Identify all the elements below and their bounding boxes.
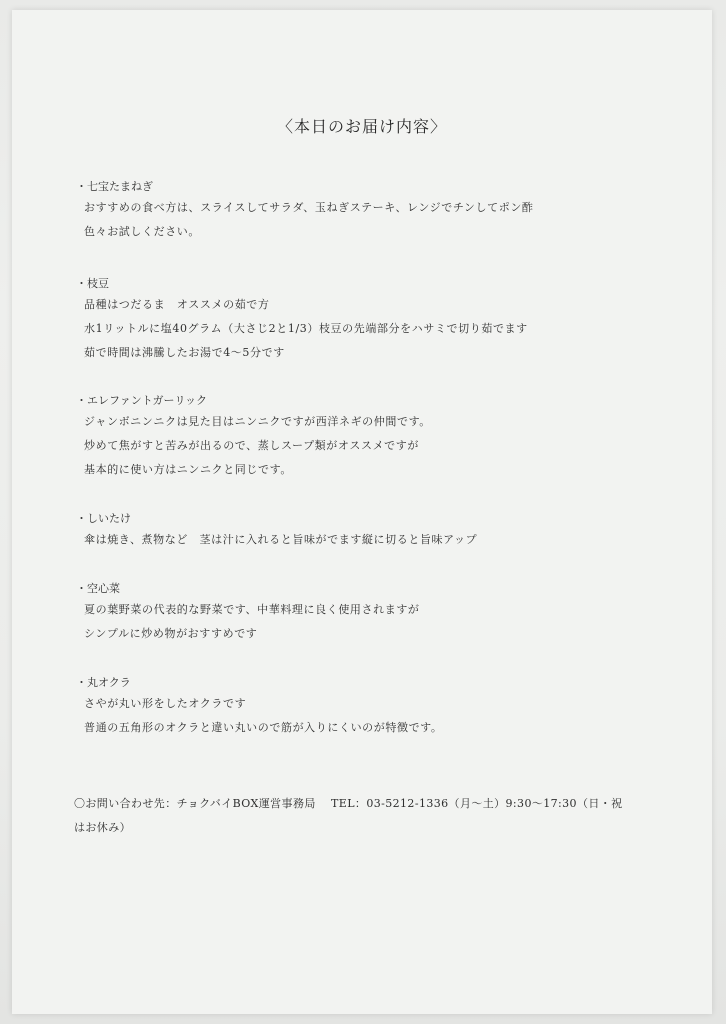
page-title: 〈本日のお届け内容〉 [276,117,447,136]
section-line: 傘は焼き、煮物など 茎は汁に入れると旨味がでます縦に切ると旨味アップ [84,533,478,546]
section-round-okra [70,674,690,740]
section-heading: ・七宝たまねぎ [76,180,153,193]
section-line: シンプルに炒め物がおすすめです [84,627,258,640]
section-heading: ・枝豆 [76,277,109,290]
section-edamame [70,275,690,365]
section-shippo-onion [70,178,690,244]
document-body [12,10,712,1014]
section-line: 普通の五角形のオクラと違い丸いので筋が入りにくいのが特徴です。 [84,721,443,734]
section-line: ジャンボニンニクは見た目はニンニクですが西洋ネギの仲間です。 [84,415,431,428]
section-line: 夏の葉野菜の代表的な野菜です、中華料理に良く使用されますが [84,603,420,616]
section-heading: ・エレファントガーリック [76,394,208,407]
section-elephant-garlic [70,392,690,482]
contact-info [74,792,674,840]
section-line: 基本的に使い方はニンニクと同じです。 [84,463,292,476]
section-heading: ・丸オクラ [76,676,131,689]
section-line: 炒めて焦がすと苦みが出るので、蒸しスープ類がオススメですが [84,439,419,452]
section-heading: ・しいたけ [76,512,131,525]
section-line: さやが丸い形をしたオクラです [84,697,247,710]
section-water-spinach [70,580,690,646]
section-heading: ・空心菜 [76,582,120,595]
contact-line: 〇お問い合わせ先：チョクバイBOX運営事務局 TEL：03-5212-1336（月～土）9:30～17:30（日・祝 [74,797,623,810]
section-line: 色々お試しください。 [84,225,200,238]
section-line: 茹で時間は沸騰したお湯で4～5分です [84,346,285,359]
section-line: 水1リットルに塩40グラム（大さじ2と1/3）枝豆の先端部分をハサミで切り茹でます [84,322,528,335]
section-line: おすすめの食べ方は、スライスしてサラダ、玉ねぎステーキ、レンジでチンしてポン酢 [84,201,534,214]
contact-line: はお休み） [74,821,131,834]
document-page [12,10,712,1014]
section-line: 品種はつだるま オススメの茹で方 [84,298,270,311]
section-shiitake [70,510,690,552]
